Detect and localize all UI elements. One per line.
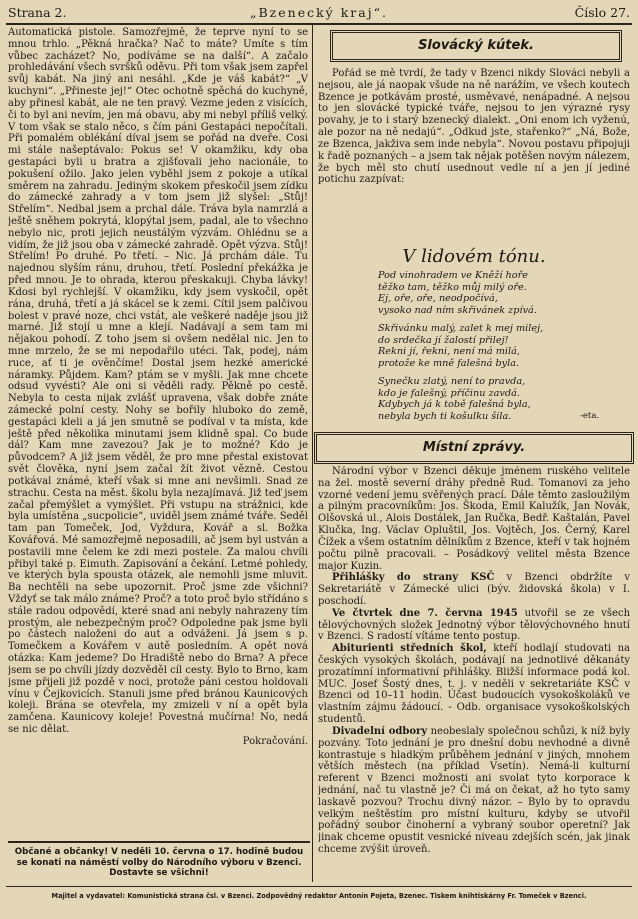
poem-line: Pod vinohradem ve Kněží hoře [378,270,528,281]
slovacky-intro [318,68,630,244]
section-heading-slovacky: Slovácký kútek. [330,30,622,62]
left-column [8,27,308,837]
news-paragraph [318,643,630,726]
election-notice: Občané a občanky! V neděli 10. června o 17. hodině budou se konati na náměstí volby do Národního výboru v Bzenci. Dostavte se všichni! [14,847,304,879]
poem-stanza [378,270,608,316]
page-number-label: Strana 2. [8,5,67,20]
poem-stanza [378,323,608,369]
poem-line: Ej, oře, oře, neodpočívá, [378,293,498,304]
section-heading-mistni: Místní zprávy. [314,432,634,464]
news-paragraph [318,466,630,572]
poem-signature: -eta. [580,411,600,421]
imprint-footer: Majitel a vydavatel: Komunistická strana čsl. v Bzenci. Zodpovědný redaktor Antonín Pojeta, Bzenec. Tiskem knihtiskárny Fr. Tomeček v Bzenci. [51,892,587,900]
news-paragraph [318,608,630,643]
story-text: Automatická pistole. Samozřejmě, že teprve nyní to se mnou trhlo. „Pěkná hračka? Nač to máte? Umíte s tím vůbec zacházet? No, podíváme se na další“. A začalo prohledávání všech svršků oděvu. Při tom však jsem zapřel svůj kabát. Na jiný ani nesáhl. „Kde je váš kabát?“ „V kuchyni“. „Přineste jej!“ Otec ochotně spěchá do kuchyně, aby přinesl kabát, ale ne ten pravý. Vezme jeden z visících, či to byl ani nevím, jen má obavu, aby mi nebyl příliš velký. V tom však se stalo něco, s čím páni Gestapáci nepočítali. Při pomalém oblékání díval jsem se pořád na dveře. Cosi mi stále našeptávalo: Pokus se! V okamžiku, kdy oba gestapáci byli u bratra a zjišťovali jeho nacionále, to pokušení ožilo. Jako jelen vyběhl jsem z pokoje a utíkal směrem na zahradu. Jediným skokem přeskočil jsem zídku do zámecké zahrady a v tom jsem již slyšel: „Stůj! Střelím“. Nedbal jsem a prchal dále. Tráva byla namrzlá a ještě sněhem pokrytá, klopýtal jsem, padal, ale to všechno nebylo nic, proti jejich neustálým výzvám. Ohlédnu se a vidím, že již jsou oba v zámecké zahradě. Opět výzva. Stůj! Střelím! Po druhé. Po třetí. – Nic. Já prchám dále. Tu najednou slyším ránu, druhou, třetí. Poslední překážka je před mnou. Je to ohrada, kterou přeskakuji. Chyba lávky! Kdosi byl rychlejší. V okamžiku, kdy jsem vyskočil, opět rána, druhá, třetí a já skácel se k zemi. Cítil jsem palčivou bolest v pravé noze, chci vstát, ale veškeré naděje jsou již marné. Již stojí u mne a klejí. Nadávají a sem tam mi nějakou pohodí. Z toho jsem si ovšem nedělal nic. Jen to mne mrzelo, že se mi nepodařilo utéci. Tak, podej, nám ruce, ať ti je ověnčíme! Dostal jsem hezké americké náramky. Půjdem. Kam? ptám se v myšli. Jak mne chcete odsud vyvésti? Ale oni si věděli rady. Pěkně po cestě. Nebyla to cesta nijak zvlášť upravena, však dobře znáte zámecké polní cesty. Nohy se bořily hluboko do země, gestapáci kleli a já jen smutně se podíval v ta místa, kde ještě před několika minutami jsem klidně spal. Co bude dál? Kam mne zavezou? Jak je to možné? Kdo je původcem? A již jsem věděl, že pro mne přestal existovat svět člověka, nyní jsem začal žít život vězně. Cestou potkával známé, kteří však si mne ani nevšimli. Snad ze strachu. Cesta na měst. školu byla nezajímavá. Již teď jsem začal přemýšlet a vymýšlet. Při vstupu na strážnici, kde byla umístěna „sucpolicie“, uviděl jsem známé tváře. Seděl tam pan Tomeček, Jod, Vyždura, Kovář a sl. Božka Kovářová. Mé samozřejmě neposadili, ač jsem byl ustván a postavili mne čelem ke zdi mezi postele. Za malou chvíli přibyl také p. Eimuth. Zapisování a čekání. Letmé pohledy, ve kterých byla spousta otázek, ale nemohli jsme mluvit. Ba nechtěli na sebe upozornit. Proč jsme zde všichni? Vždyť se tak málo známe? Proč? a toto proč bylo střídáno s stále radou odpovědí, které snad ani nebyly nahrazeny tím prostým, ale nebezpečným proč? Odpoledne pak jsme byli po částech naloženi do aut a odváženi. Já jsem s p. Tomečkem a Kovářem v autě posledním. A opět nová otázka: Kam jedeme? Do Hradiště nebo do Brna? A přece jsem se po chvíli jízdy dozvěděl cíl cesty. Bylo to Brno, kam jsme přijeli již pozdě v noci, protože páni cestou holdovali vínu v Čejkovicích. Stanuli jsme před bránou Kaunicových koleji. Brána se otevřela, my zmizeli v ní a opět byla zamčena. Kaunicovy koleje! Povestná mučírna! No, nedá se nic dělat. [8,27,308,735]
news-column [318,466,630,884]
page-header [8,3,630,23]
news-paragraph [318,726,630,856]
poem-line: nebyla bych ti košulku šila. [378,410,512,422]
column-divider [312,25,313,882]
news-text: utvořil se ze všech tělovýchovných složek Jednotný výbor tělovýchovného hnutí v Bzenci. S radostí vítáme tento postup. [318,607,630,643]
news-lead: Přihlášky do strany KSČ [332,572,495,584]
poem-line: těžko tam, těžko můj milý oře. [378,281,527,293]
poem-stanza [378,376,608,422]
header-rule [6,23,632,25]
footer-rule [6,886,632,887]
news-text: kteří hodlají studovati na českých vysokých školách, podávají na jednotlivé děkanáty prozatímní informativní přihlášky. Bližší informace podá kol. MUC. Josef Šostý dnes, t. j. v neděli v sekretariáte KSČ v Bzenci od 10–11 hodin. Účast budoucích vysokoškoláků ve vlastním zájmu žádoucí. - Odb. organisace vysokoškolských studentů. [318,643,630,726]
poem-line: Rekni jí, řekni, není má milá, [378,346,520,357]
issue-number: Číslo 27. [574,5,630,20]
poem-line: protože ke mně falešná byla. [378,357,520,369]
news-lead: Ve čtvrtek dne 7. června 1945 [332,607,518,619]
poem-line: Skřivánku malý, zalet k mej milej, [378,323,544,334]
news-lead: Divadelní odbory [332,725,428,737]
poem-line: Synečku zlatý, není to pravda, [378,376,526,387]
continuation-note: Pokračování. [242,735,308,747]
notice-rule [8,841,310,843]
news-text: Národní výbor v Bzenci děkuje jménem ruského velitele na žel. mostě severní dráhy předně Rud. Tomanovi za jeho vzorné vedení jemu svěřených prací. Dále těmto zasloužilým a pilným pracovníkům: Jos. Škoda, Emil Kalužík, Jan Novák, Olšovská ul., Alois Dostálek, Jan Ručka, Bedř. Kaštalán, Pavel Klučka, Ing. Václav Opluštil, Jos. Vojtěch, Jos. Černý, Karel Čížek a všem ostatním dělníkům z Bzence, kteří v tak hojném počtu pilně pracovali. – Posádkový velitel města Bzence major Kuzin. [318,466,630,572]
poem-line: vysoko nad ním skřivánek zpívá. [378,304,537,316]
poem-title: V lidovém tónu. [402,246,546,267]
poem-line: Kdybych já k tobě falešná byla, [378,399,531,410]
news-lead: Abiturienti středních škol, [332,643,487,655]
poem-line: do srdečka jí žalostí přilej! [378,334,509,346]
poem-line: kdo je falešný, příčinu zavdá. [378,387,520,399]
newspaper-title: „Bzenecký kraj“. [250,5,388,20]
news-text: v Bzenci obdržíte v Sekretariátě v Zámecké ulici (býv. židovská škola) v I. poschodí. [318,572,630,607]
slovacky-intro-text: Pořád se mě tvrdí, že tady v Bzenci nikdy Slováci nebyli a nejsou, ale já naopak všude na ně narážím, ve všech koutech Bzence je potkávám prosté, usměvavé, nenápadné. A nejsou to jen slovácké typické tváře, nejsou to jen výrazné rysy povahy, je to i starý bzenecký dialekt. „Oni enom ich vyženú, ale pozor na ně nedajú“. „Odkud jste, stařenko?“ „Ná, Bože, ze Bzenca, jakživa sem inde nebyla“. Novou postavu připojuji k řadě poznaných – a jsem tak nějak potěšen novým nálezem, že bych měl sto chutí usednout vedle ní a jen jí jediné potichu zazpívat: [318,68,630,186]
news-text: neobeslaly společnou schůzi, k níž byly pozvány. Toto jednání je pro dnešní dobu nevhodné a divně kontrastuje s hladkým průběhem jednání v jiných, mnohem větších městech (na příklad Vsetín). Nemá-li kulturní referent v Bzenci možnosti ani svolat tyto korporace k jednání, nač tu vlastně je? Či má on čekat, až ho tyto samy laskavě pozvou? Trochu divný názor. – Bylo by to opravdu velkým neštěstím pro místní kulturu, kdyby se utvořil pořádný soubor činoherní a vybraný soubor operetní? Jak jinak chceme opustit vesnické niveau zdejších scén, jak jinak chceme zvýšit úroveň. [318,725,630,855]
news-paragraph [318,572,630,607]
